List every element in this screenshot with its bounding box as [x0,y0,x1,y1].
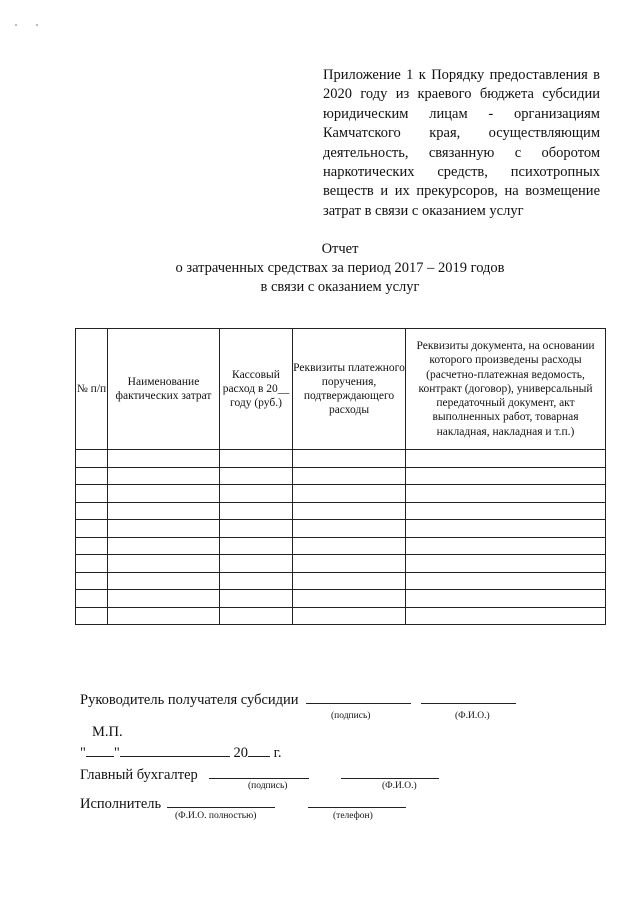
col-header-number: № п/п [76,329,108,450]
table-cell [108,467,220,485]
table-row [76,572,606,590]
table-cell [293,520,406,538]
head-label: Руководитель получателя субсидии [80,692,299,708]
table-cell [108,450,220,468]
table-cell [108,520,220,538]
table-cell [108,572,220,590]
date-year-prefix: 20 [233,745,248,761]
executor-phone-line [308,793,406,808]
table-cell [406,450,606,468]
report-title-line-1: Отчет [321,241,359,257]
table-cell [220,555,293,573]
head-signature-row [80,689,516,709]
table-row [76,520,606,538]
head-fio-line [421,689,516,704]
table-cell [406,502,606,520]
accountant-fio-line [341,764,439,779]
head-signature-line [306,689,411,704]
date-year-suffix: г. [273,745,282,761]
appendix-note: Приложение 1 к Порядку предоставления в 2020 году из краевого бюджета субсидии юридическим лицам - организациям Камчатского края, осуществляющим деятельность, связанную с оборотом наркотических средств, психотропных веществ и их прекурсоров, на возмещение затрат в связи с оказанием услуг [323,67,600,219]
col-header-expense-name: Наименование фактических затрат [108,329,220,450]
table-cell [220,520,293,538]
table-cell [76,572,108,590]
table-cell [406,555,606,573]
table-row [76,607,606,625]
table-cell [220,502,293,520]
table-cell [406,467,606,485]
table-cell [293,537,406,555]
table-cell [76,537,108,555]
table-cell [406,485,606,503]
table-cell [293,502,406,520]
report-title-line-3: в связи с оказанием услуг [260,279,420,295]
expense-report-table [75,328,606,625]
table-cell [76,450,108,468]
table-cell [406,537,606,555]
table-cell [220,572,293,590]
executor-fio-caption: (Ф.И.О. полностью) [175,811,257,821]
stamp-label: М.П. [92,724,123,740]
table-cell [293,572,406,590]
table-cell [406,520,606,538]
scan-speck [15,24,17,26]
table-cell [76,502,108,520]
scan-speck [36,24,38,26]
table-row [76,485,606,503]
table-cell [76,555,108,573]
table-cell [293,485,406,503]
table-cell [108,607,220,625]
table-cell [76,590,108,608]
table-row [76,467,606,485]
table-cell [293,590,406,608]
table-cell [76,467,108,485]
table-cell [293,467,406,485]
report-title-line-2: о затраченных средствах за период 2017 – 2019 годов [175,260,505,276]
table-cell [293,450,406,468]
table-cell [220,450,293,468]
date-month-line [120,742,230,757]
table-cell [108,590,220,608]
table-cell [76,607,108,625]
table-cell [108,555,220,573]
table-cell [76,485,108,503]
table-cell [220,607,293,625]
date-row [80,742,282,762]
executor-phone-caption: (телефон) [333,811,373,821]
date-year-line [248,742,270,757]
date-quote-close: " [113,745,120,761]
table-row [76,502,606,520]
executor-row [80,793,406,813]
head-signature-caption: (подпись) [331,711,371,721]
report-title [120,240,560,297]
col-header-cash-expense: Кассовый расход в 20__ году (руб.) [220,329,293,450]
executor-fio-line [167,793,275,808]
head-fio-caption: (Ф.И.О.) [455,711,490,721]
table-row [76,537,606,555]
accountant-signature-caption: (подпись) [248,781,288,791]
table-header-row [76,329,606,450]
executor-label: Исполнитель [80,796,162,812]
table-cell [220,467,293,485]
table-cell [108,537,220,555]
table-cell [293,607,406,625]
table-row [76,555,606,573]
col-header-document-details: Реквизиты документа, на основании которого произведены расходы (расчетно-платежная ведомость, контракт (договор), универсальный передаточный документ, акт выполненных работ, товарная накладная, накладная и т.п.) [406,329,606,450]
table-cell [220,485,293,503]
col-header-payment-order: Реквизиты платежного поручения, подтверждающего расходы [293,329,406,450]
table-cell [108,485,220,503]
accountant-fio-caption: (Ф.И.О.) [382,781,417,791]
table-cell [406,590,606,608]
table-cell [76,520,108,538]
accountant-signature-line [209,764,309,779]
table-cell [406,607,606,625]
date-quote-open: " [80,745,86,761]
table-cell [108,502,220,520]
table-cell [220,537,293,555]
table-row [76,450,606,468]
table-cell [406,572,606,590]
table-row [76,590,606,608]
table-cell [220,590,293,608]
accountant-label: Главный бухгалтер [80,767,198,783]
date-day-line [86,742,114,757]
table-cell [293,555,406,573]
